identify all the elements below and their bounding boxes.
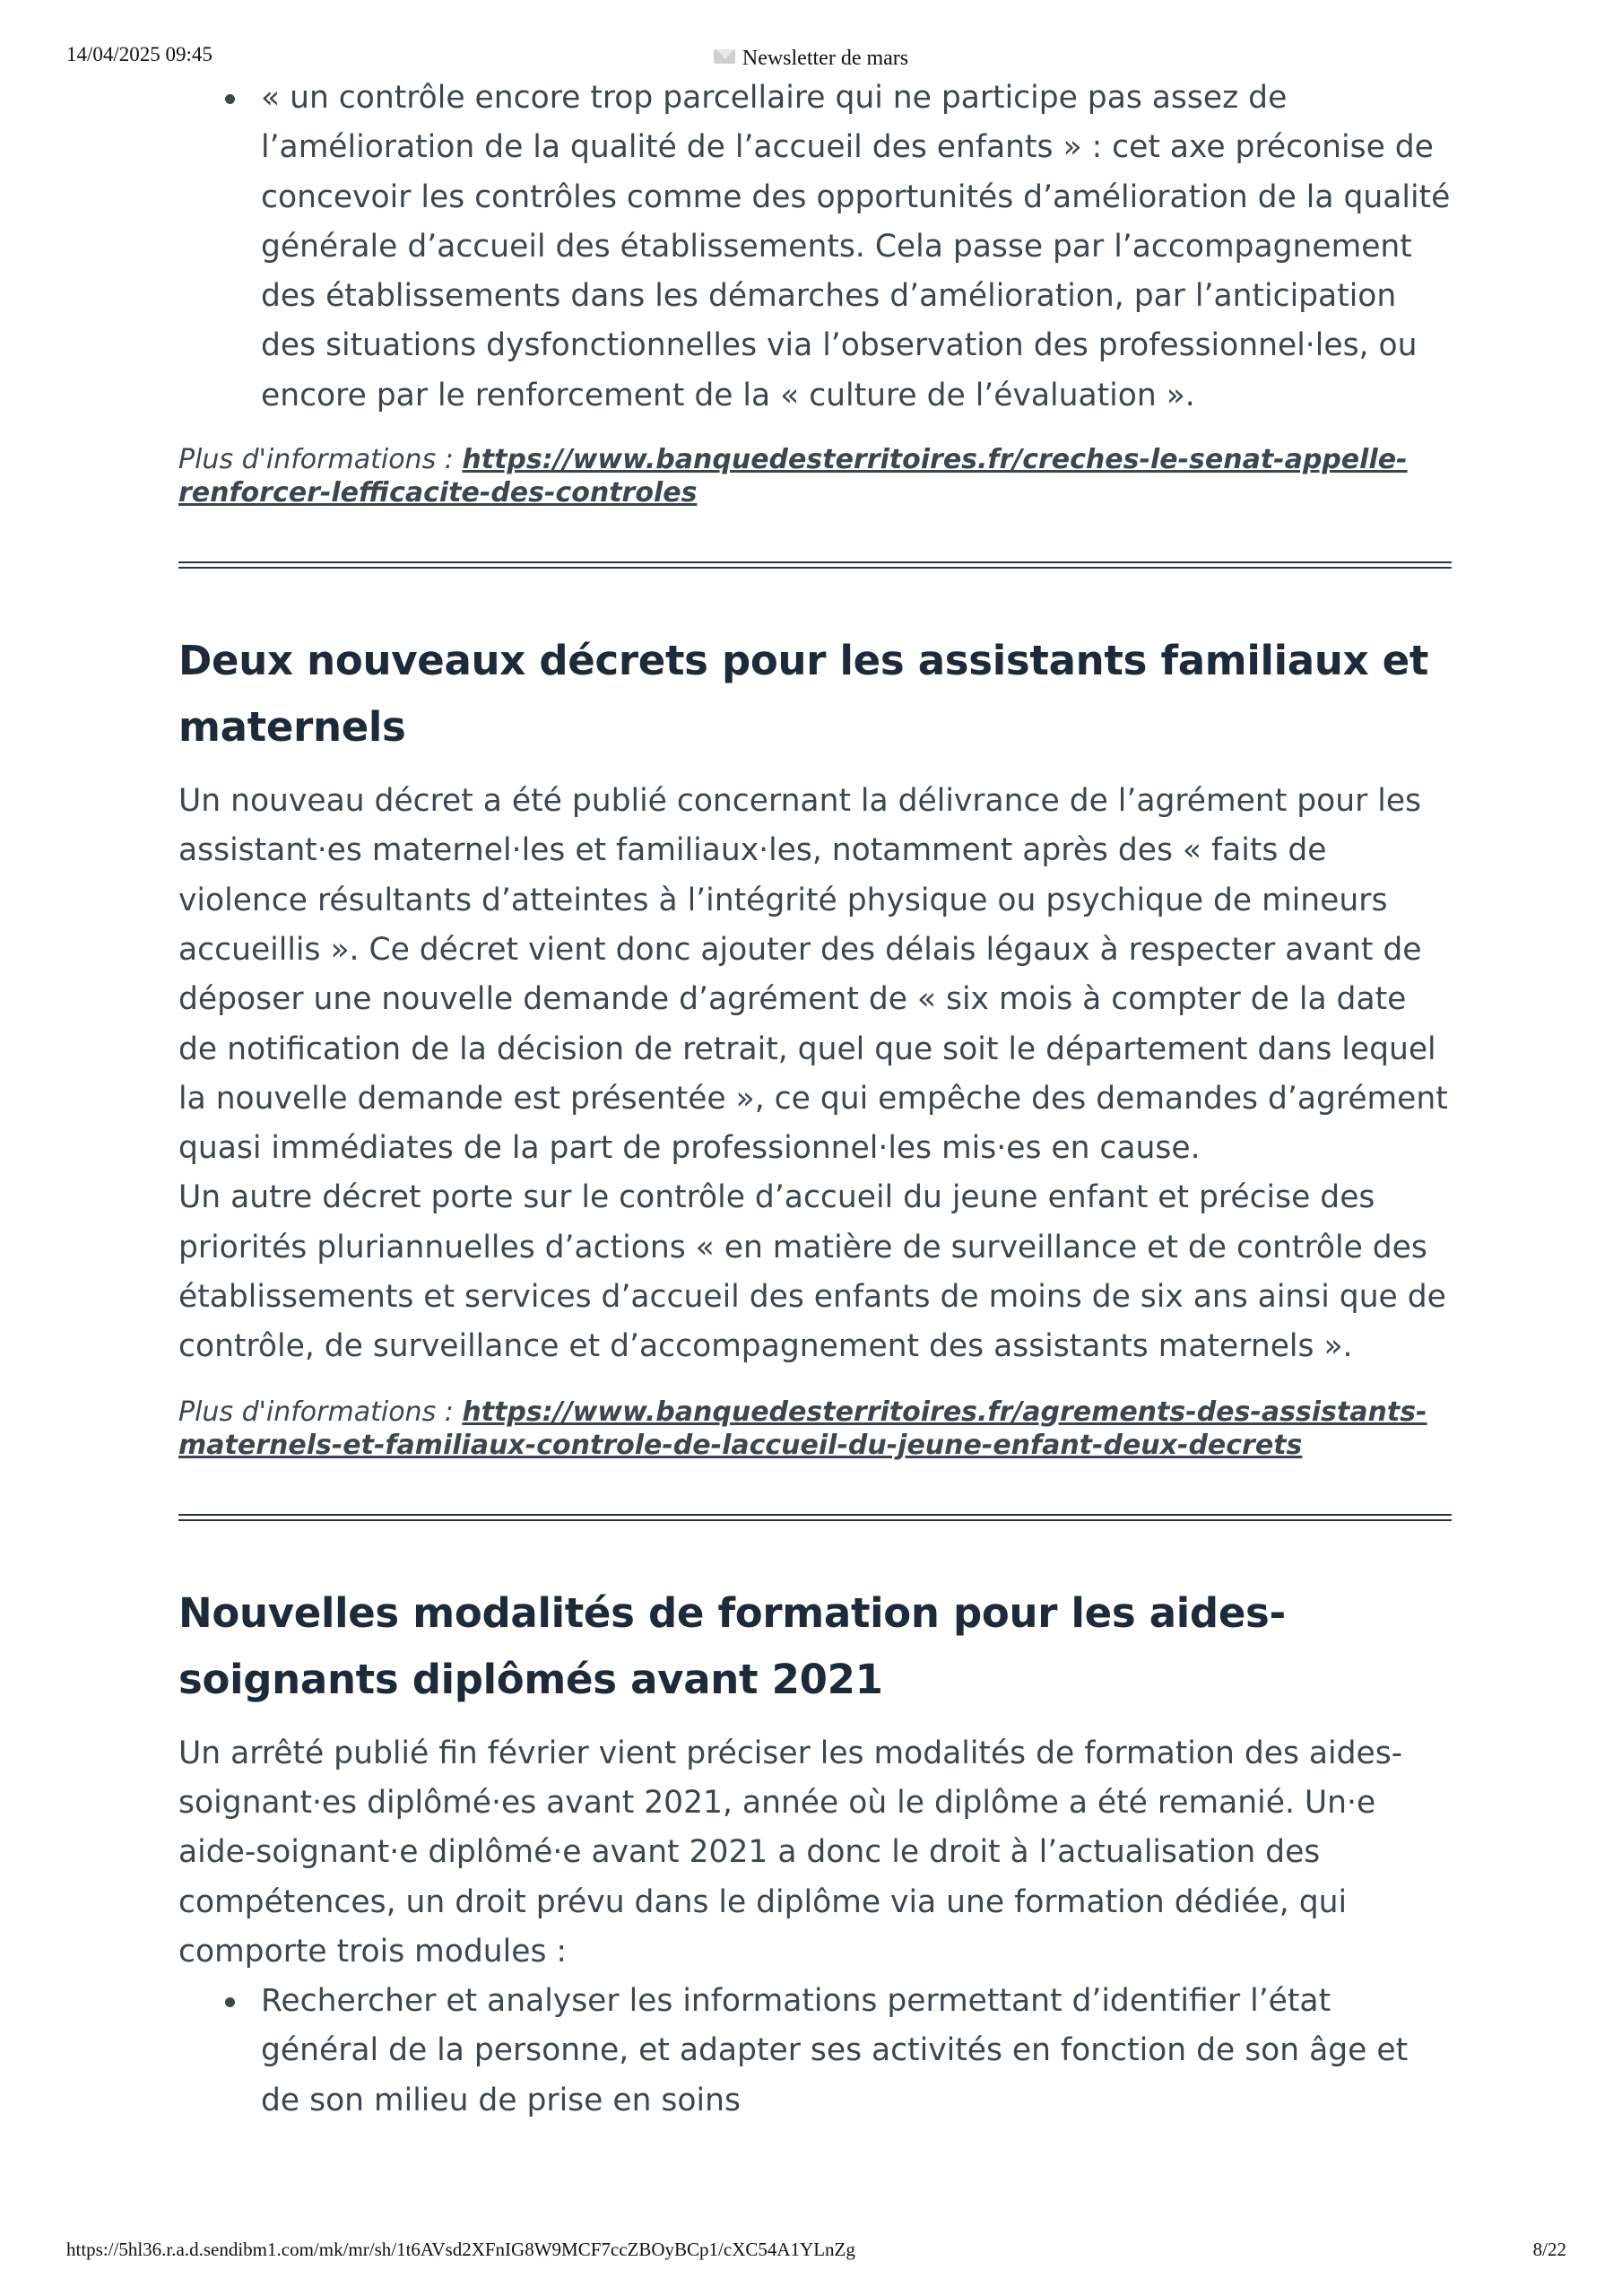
- more-info: [178, 443, 1452, 509]
- section-body: [178, 1729, 1452, 1977]
- list-item: « un contrôle encore trop parcellaire qui ne participe pas assez de l’amélioration de la qualité de l’accueil des enfants » : cet axe préconise de concevoir les contrôles comme des opportunités d’amélioration de la qualité générale d’accueil des établissements. Cela passe par l’accompagnement des établissements dans les démarches d’amélioration, par l’anticipation des situations dysfonctionnelles via l’observation des professionnel·les, ou encore par le renforcement de la « culture de l’évaluation ».: [261, 74, 1452, 421]
- paragraph: Un nouveau décret a été publié concernant la délivrance de l’agrément pour les assistant·es maternel·les et familiaux·les, notamment après des « faits de violence résultants d’atteintes à l’intégrité physique ou psychique de mineurs accueillis ». Ce décret vient donc ajouter des délais légaux à respecter avant de déposer une nouvelle demande d’agrément de « six mois à compter de la date de notification de la décision de retrait, quel que soit le département dans lequel la nouvelle demande est présentée », ce qui empêche des demandes d’agrément quasi immédiates de la part de professionnel·les mis·es en cause.: [178, 783, 1448, 1167]
- section-divider: [178, 561, 1452, 569]
- print-title-text: Newsletter de mars: [742, 47, 909, 70]
- section-divider: [178, 1514, 1452, 1521]
- paragraph: Un arrêté publié fin février vient préciser les modalités de formation des aides-soignant·es diplômé·es avant 2021, année où le diplôme a été remanié. Un·e aide-soignant·e diplômé·e avant 2021 a donc le droit à l’actualisation des compétences, un droit prévu dans le diplôme via une formation dédiée, qui comporte trois modules :: [178, 1735, 1403, 1970]
- list-item: Rechercher et analyser les informations permettant d’identifier l’état général de la personne, et adapter ses activités en fonction de son âge et de son milieu de prise en soins: [261, 1977, 1452, 2126]
- envelope-icon: [714, 49, 735, 64]
- bullet-list: [178, 1977, 1452, 2126]
- paragraph: Un autre décret porte sur le contrôle d’accueil du jeune enfant et précise des priorités pluriannuelles d’actions « en matière de surveillance et de contrôle des établissements et services d’accueil des enfants de moins de six ans ainsi que de contrôle, de surveillance et d’accompagnement des assistants maternels ».: [178, 1179, 1446, 1365]
- section-title: Deux nouveaux décrets pour les assistants familiaux et maternels: [178, 637, 1429, 752]
- page-number: 8/22: [1532, 2239, 1566, 2260]
- more-info-label: Plus d'informations :: [178, 444, 463, 476]
- newsletter-content: [178, 74, 1452, 2126]
- more-info-link[interactable]: https://www.banquedesterritoires.fr/agrements-des-assistants-maternels-et-familiaux-controle-de-laccueil-du-jeune-enfant-deux-decrets: [178, 1396, 1427, 1461]
- print-url: https://5hl36.r.a.d.sendibm1.com/mk/mr/sh/1t6AVsd2XFnIG8W9MCF7ccZBOyBCp1/cXC54A1YLnZg: [66, 2239, 855, 2260]
- bullet-list: [178, 74, 1452, 421]
- section-title: Nouvelles modalités de formation pour les aides-soignants diplômés avant 2021: [178, 1588, 1286, 1703]
- section-body: [178, 777, 1452, 1372]
- more-info: [178, 1396, 1452, 1462]
- more-info-label: Plus d'informations :: [178, 1396, 463, 1428]
- more-info-link[interactable]: https://www.banquedesterritoires.fr/creches-le-senat-appelle-renforcer-lefficacite-des-controles: [178, 444, 1408, 509]
- print-datetime: 14/04/2025 09:45: [66, 43, 213, 65]
- print-title: [0, 47, 1622, 71]
